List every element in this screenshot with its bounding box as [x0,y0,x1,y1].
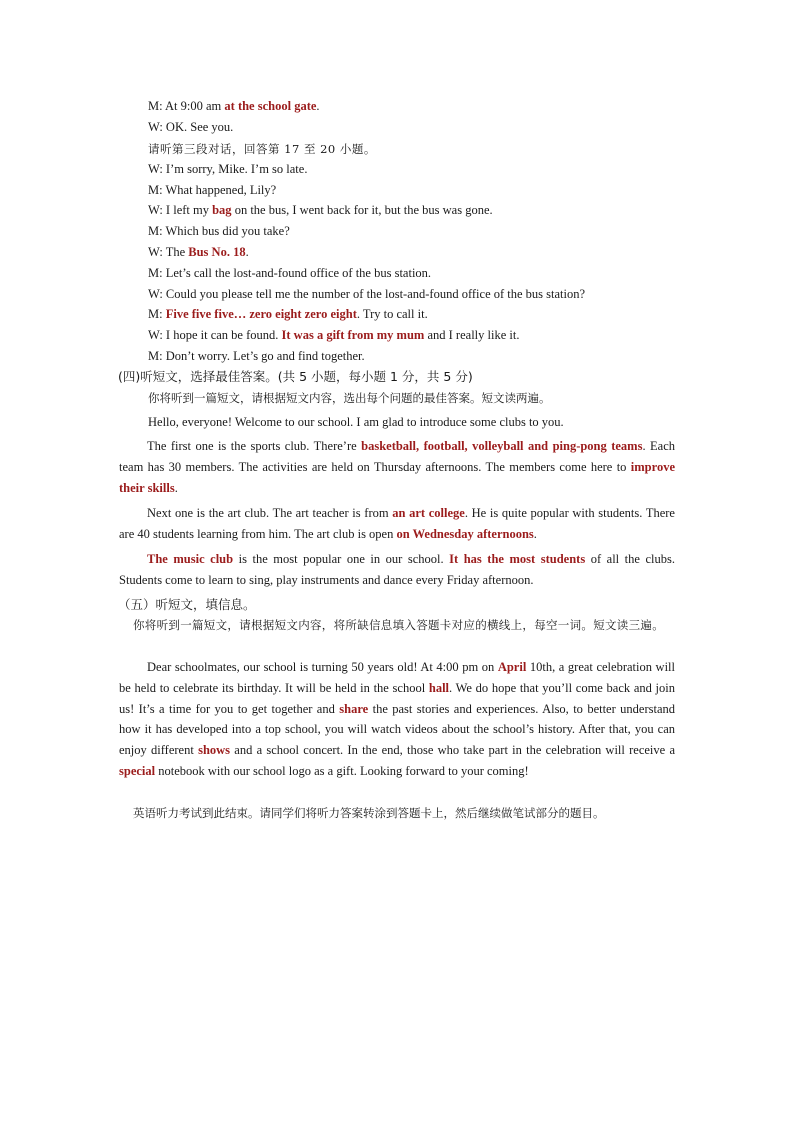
dialogue-line: W: OK. See you. [148,120,234,134]
answer-highlight: hall [428,680,450,695]
answer-highlight: It was a gift from my mum [281,328,425,342]
passage-paragraph: Dear schoolmates, our school is turning 50 years old! At 4:00 pm on April 10th, a great celebration will be held to celebrate its birthday. It will be held in the school hall. We do hope that you’ll come back and join us! It’s a time for you to get together and share the past stories and experiences. Also, to better understand how it has developed into a top school, you will watch videos about the school’s history. After that, you can enjoy different shows and a school concert. In the end, those who take part in the celebration will receive a special notebook with our school logo as a gift. Looking forward to your coming! [119,660,676,778]
answer-highlight: The music club [147,552,234,566]
answer-highlight: basketball, football, volleyball and ping-pong teams [361,439,643,453]
dialogue-line: M: At 9:00 am at the school gate. [148,99,320,113]
dialogue-line: M: Which bus did you take? [148,224,290,238]
dialogue-line: W: The Bus No. 18. [148,245,249,259]
answer-highlight: It has the most students [449,552,586,566]
answer-highlight: special [119,763,156,778]
closing-note: 英语听力考试到此结束。请同学们将听力答案转涂到答题卡上，然后继续做笔试部分的题目。 [133,806,605,820]
dialogue-line: M: Five five five… zero eight zero eight. Try to call it. [148,307,428,321]
passage-paragraph: Next one is the art club. The art teacher is from an art college. He is quite popular with students. There are 40 students learning from him. The art club is open on Wednesday afternoons. [119,506,675,541]
dialogue-line: W: I left my bag on the bus, I went back for it, but the bus was gone. [148,203,493,217]
dialogue-line: W: I hope it can be found. It was a gift from my mum and I really like it. [148,328,520,342]
answer-highlight: Bus No. 18 [188,245,246,259]
section-heading: （五）听短文，填信息。 [118,597,256,612]
answer-highlight: bag [212,203,232,217]
passage-paragraph: Hello, everyone! Welcome to our school. I am glad to introduce some clubs to you. [148,415,564,429]
dialogue-line: M: Don’t worry. Let’s go and find together. [148,349,365,363]
answer-highlight: shows [198,743,231,758]
answer-highlight: on Wednesday afternoons [396,526,534,541]
answer-highlight: Five five five… zero eight zero eight [165,307,357,321]
dialogue-line: W: Could you please tell me the number of the lost-and-found office of the bus station? [148,287,586,301]
answer-highlight: at the school gate [224,99,317,113]
section-heading: (四)听短文，选择最佳答案。(共 5 小题，每小题 1 分，共 5 分) [118,369,473,384]
answer-highlight: April [497,660,527,674]
dialogue-line: W: I’m sorry, Mike. I’m so late. [148,162,308,176]
answer-highlight: an art college [392,506,465,520]
answer-highlight: share [339,701,369,716]
dialogue-line: M: Let’s call the lost-and-found office of the bus station. [148,266,432,280]
dialogue-instruction: 请听第三段对话，回答第 17 至 20 小题。 [148,142,376,156]
dialogue-line: M: What happened, Lily? [148,183,277,197]
section-instruction: 你将听到一篇短文，请根据短文内容，选出每个问题的最佳答案。短文读两遍。 [148,391,551,405]
passage-paragraph: The music club is the most popular one in our school. It has the most students of all the clubs. Students come to learn to sing, play instruments and dance every Friday afternoon. [119,552,675,587]
section-instruction: 你将听到一篇短文，请根据短文内容，将所缺信息填入答题卡对应的横线上，每空一词。短文读三遍。 [133,618,664,632]
answer-highlight: improve their skills [119,459,675,495]
passage-paragraph: The first one is the sports club. There’re basketball, football, volleyball and ping-pong teams. Each team has 30 members. The activities are held on Thursday afternoons. The members come here to improve their skills. [119,439,676,495]
